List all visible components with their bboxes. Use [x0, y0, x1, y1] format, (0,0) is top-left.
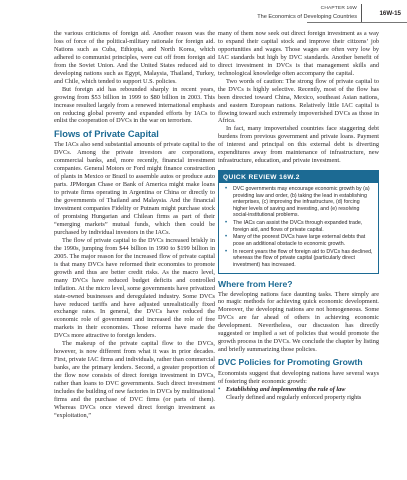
section-heading: Flows of Private Capital — [54, 129, 159, 140]
bullet-icon: • — [225, 220, 228, 227]
policy-bullet-heading: Establishing and implementing the rule of law — [226, 385, 346, 393]
section-heading: Where from Here? — [218, 278, 293, 289]
paragraph: In fact, many impoverished countries face staggering debt burdens from previous government and private loans. Payment of interest and principal on this external debt is diverting expenditures away from maintenance of infrastructure, new infrastructure, education, and private investment. — [218, 125, 379, 165]
quick-review-title: QUICK REVIEW 16W.2 — [219, 171, 378, 183]
paragraph: many of them now seek out direct foreign investment as a way to expand their capital stock and improve their citizens’ job opportunities and wages. Those wages are often very low by IAC standards but high by DVC standards. Another benefit of direct investment in DVCs is that management skills and technological knowledge often accompany the capital. — [218, 30, 379, 77]
header-divider — [361, 4, 362, 22]
list-item-text: DVC governments may encourage economic growth by (a) providing law and order, (b) taking the lead in establishing enterprises, (c) improving the infrastructure, (d) forcing higher levels of saving and investing, and (e) resolving social-institutional problems. — [233, 186, 370, 219]
policy-bullet — [218, 386, 379, 402]
right-column — [218, 30, 379, 402]
chapter-title: The Economics of Developing Countries — [257, 14, 357, 20]
policy-bullet-text: Clearly defined and regularly enforced property rights — [226, 393, 362, 401]
bullet-icon: • — [225, 234, 228, 241]
bullet-icon: • — [225, 248, 228, 255]
list-item — [225, 249, 374, 269]
paragraph: the various criticisms of foreign aid. Another reason was the loss of force of the political-military rationale for foreign aid. Nations such as Cuba, Ethiopia, and North Korea, which adhered to communist principles, were cut off from foreign aid from the Soviet Union. And the United States reduced aid to developing nations such as Egypt, Malaysia, Thailand, Turkey, and Chile, which tended to support U.S. policies. — [54, 30, 215, 85]
chapter-label: CHAPTER 16W — [320, 6, 357, 11]
paragraph: Economists suggest that developing nations have several ways of fostering their economic growth: — [218, 369, 379, 385]
left-column — [54, 30, 215, 420]
paragraph: The IACs also send substantial amounts of private capital to the DVCs. Among the private investors are corporations, commercial banks, and, more recently, financial investment companies. General Motors or Ford might finance construction of plants in Mexico or Brazil to assemble autos or produce auto parts. JPMorgan Chase or Bank of America might make loans to private firms operating in Argentina or China or directly to the governments of Thailand and Malaysia. And the financial investment companies Fidelity or Putnam might purchase stock of promising Hungarian and Chilean firms as part of their “emerging markets” mutual funds, which then could be purchased by individual investors in the IACs. — [54, 141, 215, 236]
paragraph: The developing nations face daunting tasks. There simply are no magic methods for achieving quick economic development. Moreover, the developing nations are not homogeneous. Some DVCs are far ahead of others in achieving economic development. Nevertheless, our discussion has directly suggested or implied a set of policies that would promote the growth process in the DVCs. We conclude the chapter by listing and briefly summarizing those policies. — [218, 290, 379, 354]
running-header — [0, 0, 407, 30]
header-rule — [307, 22, 407, 23]
list-item — [225, 220, 374, 233]
list-item-text: In recent years the flow of foreign aid to DVCs has declined, whereas the flow of private capital (particularly direct investment) has increased. — [233, 248, 373, 268]
paragraph: The makeup of the private capital flow to the DVCs, however, is now different from what it was in prior decades. First, private IAC firms and individuals, rather than commercial banks, are the primary lenders. Second, a greater proportion of the flow now consists of direct foreign investment in DVCs, rather than loans to DVC governments. Such direct investment includes the building of new factories in DVCs by multinational firms and the purchase of DVC firms (or parts of them). Whereas DVCs once viewed direct foreign investment as “exploitation,” — [54, 340, 215, 419]
list-item-text: Many of the poorest DVCs have large external debts that pose an additional obstacle to economic growth. — [233, 234, 366, 247]
page-number: 16W-15 — [379, 10, 401, 17]
bullet-icon: • — [218, 384, 221, 393]
list-item — [225, 186, 374, 219]
paragraph: But foreign aid has rebounded sharply in recent years, growing from $53 billion in 1999 to $80 billion in 2003. This increase resulted largely from a renewed international emphasis on reducing global poverty and expanded efforts by IACs to enlist the cooperation of DVCs in the war on terrorism. — [54, 85, 215, 125]
quick-review-list — [219, 186, 378, 268]
paragraph: Two words of caution: The strong flow of private capital to the DVCs is highly selective. Recently, most of the flow has been directed toward China, Mexico, southeast Asian nations, and eastern European nations. Relatively little IAC capital is flowing toward such extremely impoverished DVCs as those in Africa. — [218, 77, 379, 125]
paragraph: The flow of private capital to the DVCs increased briskly in the 1990s, jumping from $44 billion in 1990 to $199 billion in 2005. The major reason for the increased flow of private capital is that many DVCs have reformed their economies to promote growth and thus are better credit risks. As the macro level, many DVCs have reduced budget deficits and controlled inflation. At the micro level, some governments have privatized state-owned businesses and deregulated industry. Some DVCs have reduced tariffs and have adjusted unrealistically fixed exchange rates. In general, the DVCs have reduced the economic role of government and increased the role of free markets in their economies. Those reforms have made the DVCs more attractive to foreign lenders. — [54, 236, 215, 340]
quick-review-box — [218, 170, 379, 273]
list-item-text: The IACs can assist the DVCs through expanded trade, foreign aid, and flows of private capital. — [233, 220, 363, 233]
list-item — [225, 234, 374, 247]
section-heading: DVC Policies for Promoting Growth — [218, 357, 363, 368]
bullet-icon: • — [225, 186, 228, 193]
